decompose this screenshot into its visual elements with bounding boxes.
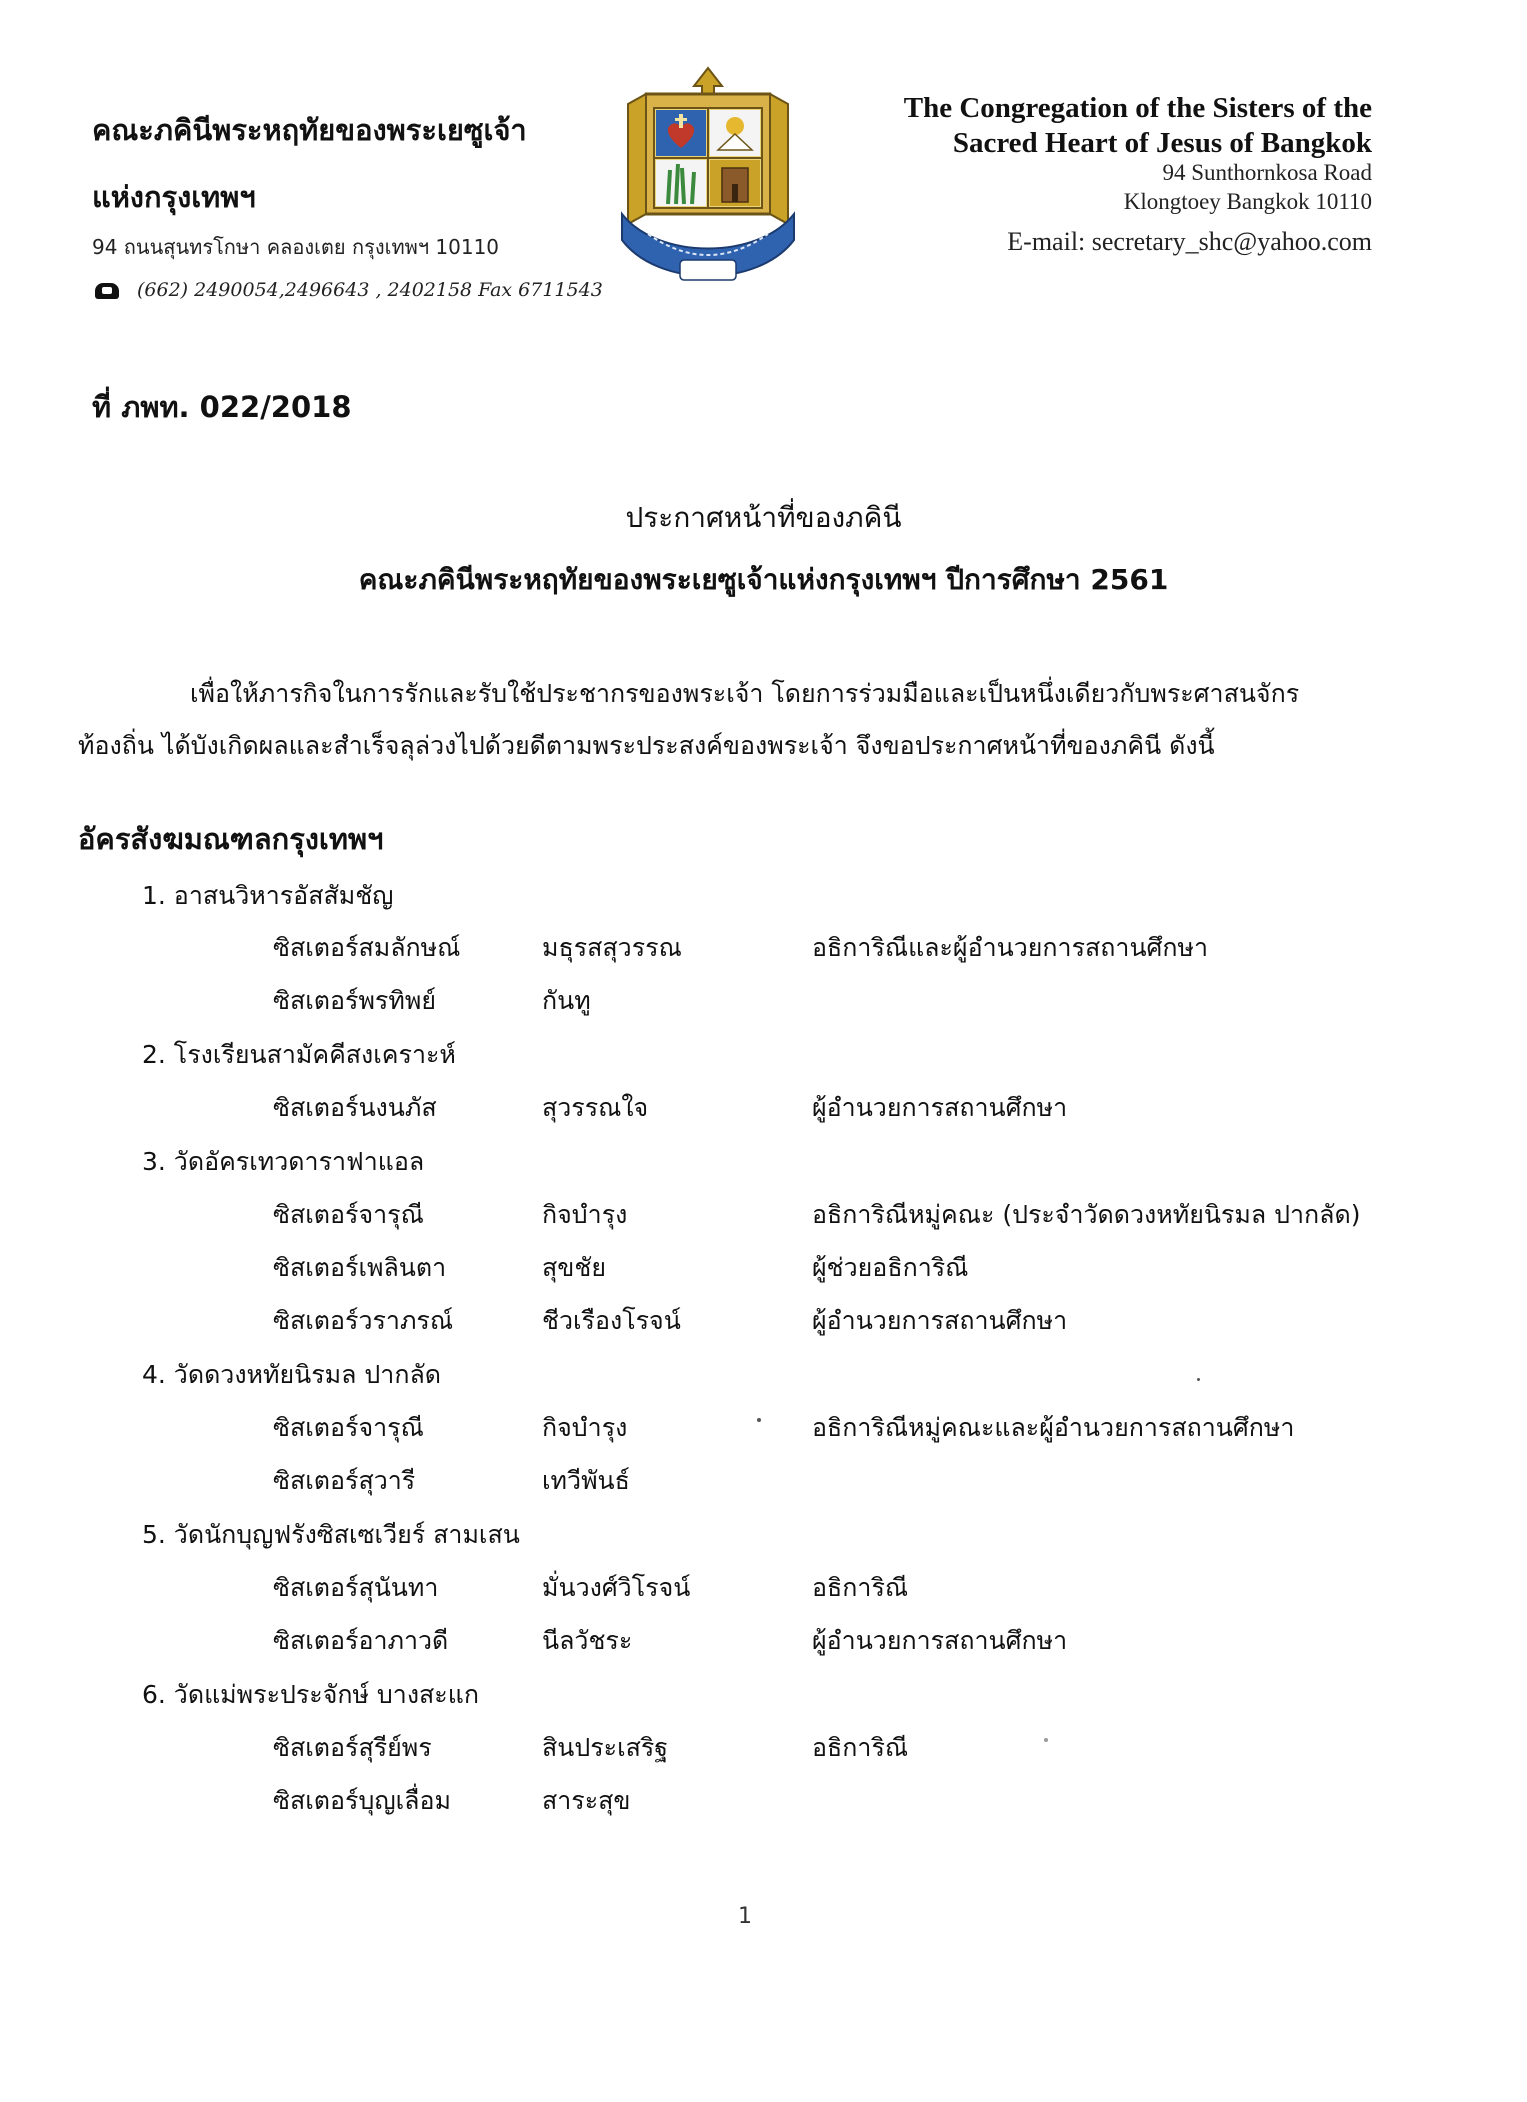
place-heading: 4. วัดดวงหทัยนิรมล ปากลัด bbox=[142, 1360, 442, 1389]
member-first-name: ซิสเตอร์วราภรณ์ bbox=[273, 1306, 454, 1335]
section-title: อัครสังฆมณฑลกรุงเทพฯ bbox=[78, 822, 384, 856]
english-address-line1: 94 Sunthornkosa Road bbox=[1162, 160, 1372, 185]
member-first-name: ซิสเตอร์สุนันทา bbox=[273, 1573, 439, 1602]
member-first-name: ซิสเตอร์พรทิพย์ bbox=[273, 986, 436, 1015]
document-title: ประกาศหน้าที่ของภคินี bbox=[625, 501, 902, 534]
member-last-name: ชีวเรืองโรจน์ bbox=[542, 1306, 681, 1335]
reference-number: ที่ ภพท. 022/2018 bbox=[92, 390, 352, 424]
member-last-name: เทวีพันธ์ bbox=[542, 1466, 630, 1495]
scan-speck bbox=[1197, 1378, 1200, 1381]
member-role: อธิการิณี bbox=[812, 1733, 909, 1762]
member-role: อธิการิณี bbox=[812, 1573, 909, 1602]
english-address-line2: Klongtoey Bangkok 10110 bbox=[1123, 189, 1372, 214]
page-number: 1 bbox=[738, 1904, 752, 1929]
member-role: ผู้อำนวยการสถานศึกษา bbox=[812, 1093, 1068, 1122]
member-last-name: กิจบำรุง bbox=[542, 1413, 628, 1442]
member-last-name: สุขชัย bbox=[542, 1253, 606, 1282]
member-first-name: ซิสเตอร์นงนภัส bbox=[273, 1093, 437, 1122]
place-heading: 1. อาสนวิหารอัสสัมชัญ bbox=[142, 881, 394, 910]
member-first-name: ซิสเตอร์เพลินตา bbox=[273, 1253, 447, 1282]
phone-line bbox=[95, 279, 603, 301]
phone-numbers: (662) 2490054,2496643 , 2402158 Fax 6711543 bbox=[137, 279, 603, 301]
member-first-name: ซิสเตอร์อาภาวดี bbox=[273, 1626, 449, 1655]
place-heading: 3. วัดอัครเทวดาราฟาแอล bbox=[142, 1147, 425, 1176]
member-last-name: สุวรรณใจ bbox=[542, 1093, 649, 1122]
document-subtitle: คณะภคินีพระหฤทัยของพระเยซูเจ้าแห่งกรุงเทพฯ ปีการศึกษา 2561 bbox=[358, 563, 1169, 596]
member-role: ผู้ช่วยอธิการิณี bbox=[812, 1253, 969, 1282]
english-org-name-line2: Sacred Heart of Jesus of Bangkok bbox=[952, 127, 1372, 159]
scan-speck bbox=[1044, 1738, 1048, 1742]
member-first-name: ซิสเตอร์สุรีย์พร bbox=[273, 1733, 432, 1762]
intro-paragraph-line2: ท้องถิ่น ได้บังเกิดผลและสำเร็จลุล่วงไปด้วยดีตามพระประสงค์ของพระเจ้า จึงขอประกาศหน้าที่ของภคินี ดังนี้ bbox=[78, 731, 1215, 760]
intro-paragraph-line1: เพื่อให้ภารกิจในการรักและรับใช้ประชากรของพระเจ้า โดยการร่วมมือและเป็นหนึ่งเดียวกับพระศาสนจักร bbox=[190, 679, 1300, 708]
place-heading: 2. โรงเรียนสามัคคีสงเคราะห์ bbox=[142, 1040, 456, 1069]
member-first-name: ซิสเตอร์บุญเลื่อม bbox=[273, 1786, 451, 1815]
member-last-name: นีลวัชระ bbox=[542, 1626, 633, 1655]
thai-org-name-line1: คณะภคินีพระหฤทัยของพระเยซูเจ้า bbox=[92, 113, 527, 147]
place-heading: 5. วัดนักบุญฟรังซิสเซเวียร์ สามเสน bbox=[142, 1520, 520, 1549]
member-last-name: กันทู bbox=[542, 986, 591, 1015]
member-last-name: มั่นวงศ์วิโรจน์ bbox=[542, 1573, 691, 1602]
member-first-name: ซิสเตอร์สุวารี bbox=[273, 1466, 416, 1495]
member-last-name: สินประเสริฐ bbox=[542, 1733, 669, 1762]
place-heading: 6. วัดแม่พระประจักษ์ บางสะแก bbox=[142, 1680, 479, 1709]
member-role: ผู้อำนวยการสถานศึกษา bbox=[812, 1626, 1068, 1655]
member-role: ผู้อำนวยการสถานศึกษา bbox=[812, 1306, 1068, 1335]
member-role: อธิการิณีและผู้อำนวยการสถานศึกษา bbox=[812, 933, 1209, 962]
thai-address: 94 ถนนสุนทรโกษา คลองเตย กรุงเทพฯ 10110 bbox=[92, 235, 500, 259]
telephone-icon bbox=[95, 283, 119, 299]
email-address[interactable]: E-mail: secretary_shc@yahoo.com bbox=[1007, 227, 1372, 256]
scan-speck bbox=[757, 1418, 761, 1422]
member-role: อธิการิณีหมู่คณะ (ประจำวัดดวงหทัยนิรมล ปากลัด) bbox=[812, 1200, 1361, 1229]
thai-org-name-line2: แห่งกรุงเทพฯ bbox=[92, 180, 256, 214]
member-last-name: มธุรสสุวรรณ bbox=[542, 933, 682, 962]
member-first-name: ซิสเตอร์สมลักษณ์ bbox=[273, 933, 461, 962]
english-org-name-line1: The Congregation of the Sisters of the bbox=[903, 92, 1372, 124]
member-first-name: ซิสเตอร์จารุณี bbox=[273, 1200, 424, 1229]
member-first-name: ซิสเตอร์จารุณี bbox=[273, 1413, 424, 1442]
member-last-name: กิจบำรุง bbox=[542, 1200, 628, 1229]
member-role: อธิการิณีหมู่คณะและผู้อำนวยการสถานศึกษา bbox=[812, 1413, 1295, 1442]
congregation-crest-icon bbox=[618, 64, 798, 294]
member-last-name: สาระสุข bbox=[542, 1786, 631, 1815]
